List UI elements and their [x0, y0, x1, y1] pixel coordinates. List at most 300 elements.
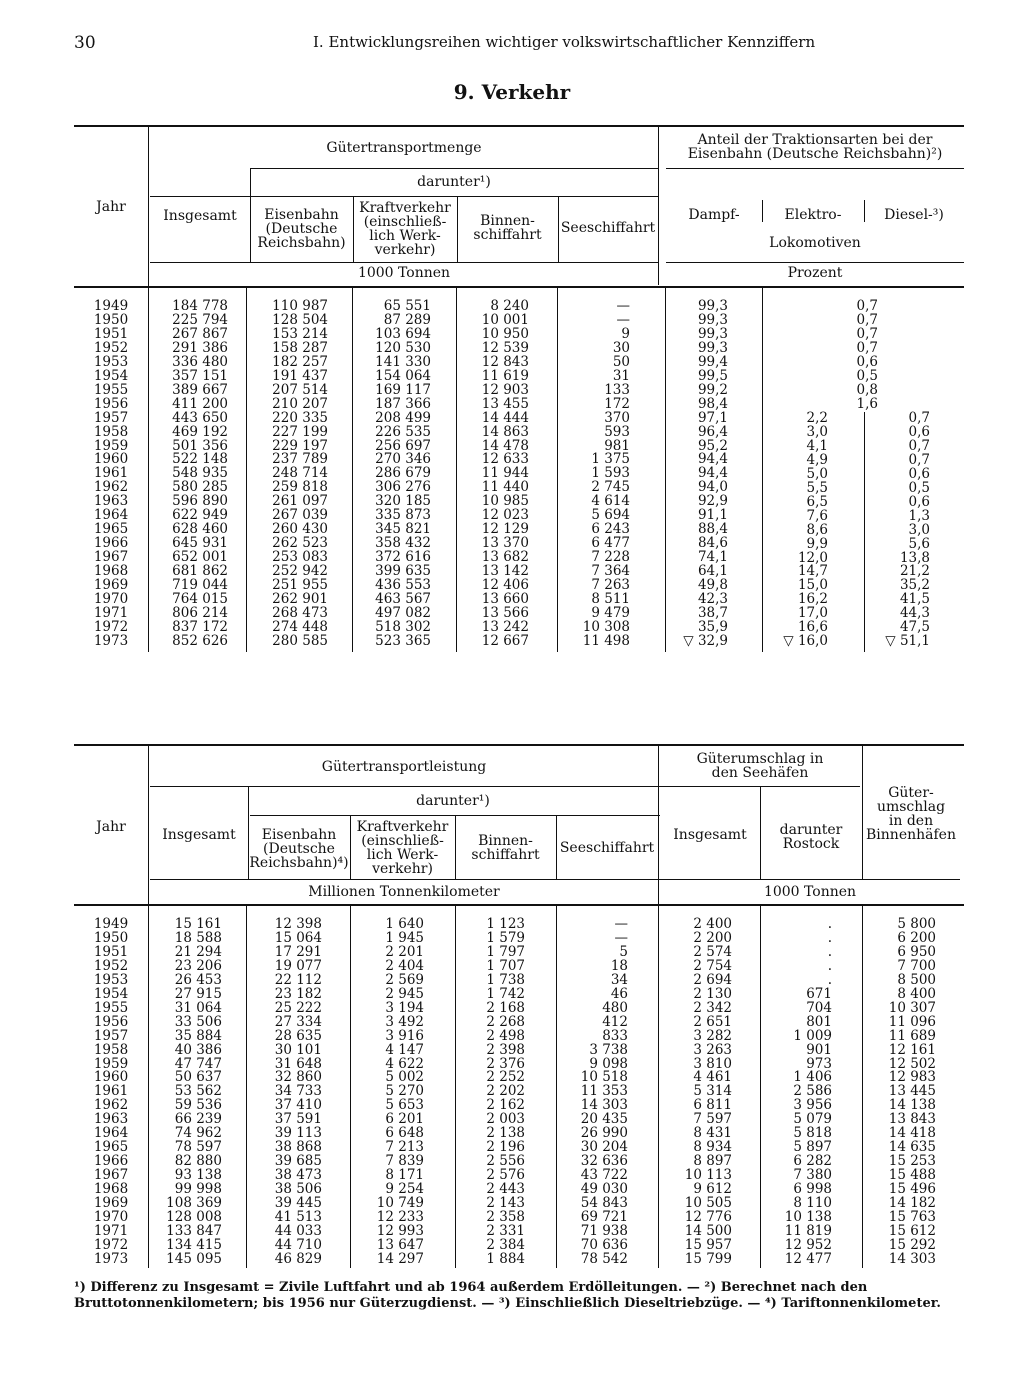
table-cell: 1 945 [385, 929, 424, 946]
table-cell: 1973 [93, 1250, 129, 1267]
table-cell: 0,7 [856, 339, 878, 356]
table2-head-rostock: darunter Rostock [779, 822, 843, 852]
table-cell: 268 473 [272, 604, 328, 621]
table-cell: 1 375 [591, 451, 630, 468]
table-cell: 37 410 [274, 1097, 322, 1114]
table-cell: 41 513 [274, 1209, 322, 1226]
table-cell: 13 566 [481, 604, 529, 621]
table2-head-binnenhaefen: Güter- umschlag in den Binnenhäfen [866, 785, 956, 843]
table-cell: 1950 [93, 929, 129, 946]
table2-head-unit-left: Millionen Tonnenkilometer [308, 884, 500, 900]
table-cell: 548 935 [172, 465, 228, 482]
table-cell: 78 542 [580, 1250, 628, 1267]
table-cell: 38,7 [697, 604, 728, 621]
table-cell: 1961 [93, 465, 129, 482]
table-cell: 88,4 [697, 521, 728, 538]
table-cell: 47,5 [899, 619, 930, 636]
table-cell: 16,2 [797, 591, 828, 608]
table-cell: 622 949 [172, 507, 228, 524]
table-cell: 12 406 [481, 577, 529, 594]
table-cell: 39 445 [274, 1195, 322, 1212]
table-cell: 10 749 [376, 1195, 424, 1212]
table-cell: 389 667 [172, 381, 228, 398]
table-cell: 12 667 [481, 632, 529, 649]
table-cell: 1966 [93, 1153, 129, 1170]
table1-head-eisenbahn: Eisenbahn (Deutsche Reichsbahn) [257, 207, 346, 251]
table-cell: 1971 [93, 1222, 129, 1239]
table-cell: 13 647 [376, 1236, 424, 1253]
table-cell: 220 335 [272, 409, 328, 426]
table-cell: 2 130 [693, 985, 732, 1002]
table-cell: 54 843 [580, 1195, 628, 1212]
table-cell: 13 843 [888, 1111, 936, 1128]
table2-head-umschlag-insgesamt: Insgesamt [673, 827, 747, 843]
table-cell: 3 263 [693, 1041, 732, 1058]
table-cell: 628 460 [172, 521, 228, 538]
table-cell: 0,7 [856, 325, 878, 342]
table-cell: 11 944 [481, 465, 529, 482]
table-cell: 14 500 [684, 1222, 732, 1239]
table2-head-unit-right: 1000 Tonnen [763, 884, 857, 900]
table-cell: 8 511 [591, 591, 630, 608]
table-cell: 23 182 [274, 985, 322, 1002]
table-cell: 262 523 [272, 535, 328, 552]
table-cell: 259 818 [272, 479, 328, 496]
table-cell: 82 880 [174, 1153, 222, 1170]
table-cell: 1 593 [591, 465, 630, 482]
section-title: 9. Verkehr [453, 80, 571, 104]
table-cell: 1,6 [856, 395, 878, 412]
table2-head-eisenbahn: Eisenbahn (Deutsche Reichsbahn)⁴) [249, 827, 349, 871]
table-cell: 30 101 [274, 1041, 322, 1058]
table-cell: 411 200 [172, 395, 228, 412]
table-cell: 8 431 [693, 1125, 732, 1142]
table-cell: 8 240 [490, 298, 529, 314]
table-cell: 10 985 [481, 493, 529, 510]
table-cell: 2 376 [486, 1055, 525, 1072]
table-cell: 3,0 [908, 521, 930, 538]
table-cell: 306 276 [375, 479, 431, 496]
table2-col-see [556, 918, 628, 1267]
table1-head-kraftverkehr: Kraftverkehr (einschließ- lich Werk- verkehr) [359, 200, 451, 258]
table-cell: 38 473 [274, 1167, 322, 1184]
table1-rule-unit-right [666, 262, 964, 263]
table2-col-eisenbahn [248, 918, 322, 1267]
table-cell: 0,6 [856, 353, 878, 370]
table-cell: 358 432 [375, 535, 431, 552]
table-cell: 9,9 [806, 535, 828, 552]
table-cell: 469 192 [172, 423, 228, 440]
table-cell: 1950 [93, 311, 129, 328]
table-cell: 1953 [93, 353, 129, 370]
table-cell: 4 614 [591, 493, 630, 510]
table-cell: 12 398 [274, 916, 322, 932]
table2-head-kraftverkehr: Kraftverkehr (einschließ- lich Werk- verkehr) [356, 819, 449, 877]
table-cell: 44 033 [274, 1222, 322, 1239]
table-cell: 50 637 [174, 1069, 222, 1086]
table-cell: 12 843 [481, 353, 529, 370]
table-cell: 11 819 [784, 1222, 832, 1239]
table-cell: — [614, 929, 628, 946]
table2-head-jahr: Jahr [96, 819, 126, 835]
table-cell: 12 161 [888, 1041, 936, 1058]
table-cell: 13 455 [481, 395, 529, 412]
table1-head-elektro: Elektro- [784, 207, 842, 223]
table-cell: 10 308 [582, 618, 630, 635]
table-cell: 6 282 [793, 1153, 832, 1170]
table-cell: 806 214 [172, 604, 228, 621]
table-cell: 98,4 [697, 395, 728, 412]
table-cell: 12 952 [784, 1236, 832, 1253]
table-cell: 1956 [93, 1013, 129, 1030]
table-cell: 1970 [93, 591, 129, 608]
table-cell: 6 811 [693, 1097, 732, 1114]
table-cell: 40 386 [174, 1041, 222, 1058]
table-cell: ▽ 51,1 [885, 633, 930, 650]
table-cell: 53 562 [174, 1083, 222, 1100]
table-cell: 96,4 [697, 423, 728, 440]
table-cell: 1951 [93, 943, 129, 960]
table-cell: 274 448 [272, 618, 328, 635]
table-cell: 2,2 [806, 410, 828, 426]
table1-head-insgesamt: Insgesamt [163, 208, 237, 224]
table-cell: 2 162 [486, 1097, 525, 1114]
table-cell: 14 303 [580, 1097, 628, 1114]
table-cell: 523 365 [375, 632, 431, 649]
table-cell: 5 002 [385, 1069, 424, 1086]
table-cell: 153 214 [272, 325, 328, 342]
table-cell: 1 406 [793, 1069, 832, 1086]
table-cell: 133 [604, 381, 630, 398]
table-cell: . [827, 929, 832, 946]
table-cell: 286 679 [375, 465, 431, 482]
table-cell: 225 794 [172, 311, 228, 328]
table-cell: 1960 [93, 1069, 129, 1086]
table-cell: 261 097 [272, 493, 328, 510]
table-cell: 33 506 [174, 1013, 222, 1030]
table-cell: 93 138 [174, 1167, 222, 1184]
table-cell: 12 903 [481, 381, 529, 398]
table-cell: 21 294 [174, 943, 222, 960]
table-cell: 463 567 [375, 591, 431, 608]
table-cell: 267 867 [172, 325, 228, 342]
table-cell: 2 168 [486, 999, 525, 1016]
table-cell: 229 197 [272, 437, 328, 454]
table-cell: 128 504 [272, 311, 328, 328]
table-cell: 2 143 [486, 1195, 525, 1212]
table-cell: 1969 [93, 577, 129, 594]
table-cell: 357 151 [172, 367, 228, 384]
table2-rule-unit [150, 879, 960, 880]
table-cell: 133 847 [166, 1222, 222, 1239]
table-cell: 256 697 [375, 437, 431, 454]
table2-head-umschlag: Güterumschlag in den Seehäfen [696, 751, 824, 781]
table1-col-dampf [666, 300, 728, 649]
table-cell: 1 884 [486, 1250, 525, 1267]
table-cell: 1965 [93, 1139, 129, 1156]
table-cell: 522 148 [172, 451, 228, 468]
table-cell: 480 [602, 999, 628, 1016]
table-cell: 2 586 [793, 1083, 832, 1100]
table-cell: 15 799 [684, 1250, 732, 1267]
table1-head-darunter: darunter¹) [417, 174, 491, 190]
table-cell: 9 254 [385, 1181, 424, 1198]
table2-col-insgesamt [150, 918, 222, 1267]
table1-head-diesel: Diesel-³) [884, 207, 944, 223]
table-cell: 2 945 [385, 985, 424, 1002]
table-cell: 652 001 [172, 549, 228, 566]
table2-vrule [658, 744, 659, 904]
table-cell: 110 987 [272, 298, 328, 314]
table-cell: 291 386 [172, 339, 228, 356]
table-cell: 15 488 [888, 1167, 936, 1184]
table-cell: 35,9 [697, 618, 728, 635]
table-cell: 99,5 [697, 367, 728, 384]
table-cell: 1967 [93, 1167, 129, 1184]
table1-rule-darunter [250, 168, 658, 169]
table-cell: 99,2 [697, 381, 728, 398]
table-cell: 345 821 [375, 521, 431, 538]
table-cell: 1952 [93, 339, 129, 356]
table-cell: 1961 [93, 1083, 129, 1100]
table-cell: 15 064 [274, 929, 322, 946]
table1-col-see [558, 300, 630, 649]
table-cell: 94,0 [697, 479, 728, 496]
table-cell: 227 199 [272, 423, 328, 440]
table-cell: 270 346 [375, 451, 431, 468]
table-cell: 14 297 [376, 1250, 424, 1267]
table-cell: 645 931 [172, 535, 228, 552]
table-cell: 108 369 [166, 1195, 222, 1212]
table-cell: 32 860 [274, 1069, 322, 1086]
table-cell: 18 [610, 957, 628, 974]
table-cell: 99,4 [697, 353, 728, 370]
table-cell: 97,1 [697, 409, 728, 426]
table-cell: 0,7 [908, 410, 930, 426]
table-cell: 1959 [93, 1055, 129, 1072]
table-cell: 30 [612, 339, 630, 356]
table-cell: 833 [602, 1027, 628, 1044]
table-cell: 49 030 [580, 1181, 628, 1198]
table-cell: 248 714 [272, 465, 328, 482]
table-cell: 207 514 [272, 381, 328, 398]
table-cell: 6 200 [897, 929, 936, 946]
table-cell: 99,3 [697, 311, 728, 328]
table1-col-jahr [74, 300, 148, 649]
table-cell: 0,6 [908, 493, 930, 510]
table-cell: 6,5 [806, 493, 828, 510]
table-cell: 14 182 [888, 1195, 936, 1212]
table-cell: 8 400 [897, 985, 936, 1002]
table-cell: 39 685 [274, 1153, 322, 1170]
table-cell: 12 993 [376, 1222, 424, 1239]
table-cell: 99 998 [174, 1181, 222, 1198]
table-cell: 0,8 [856, 381, 878, 398]
table-cell: 0,7 [908, 437, 930, 454]
table-cell: 1968 [93, 1181, 129, 1198]
table-cell: 1972 [93, 618, 129, 635]
table-cell: 10 950 [481, 325, 529, 342]
table-cell: 2 252 [486, 1069, 525, 1086]
table-cell: 2 138 [486, 1125, 525, 1142]
table-cell: 1 123 [486, 916, 525, 932]
table-cell: 69 721 [580, 1209, 628, 1226]
table-cell: 443 650 [172, 409, 228, 426]
table1-vrule [658, 125, 659, 285]
table1-rule-unit [150, 262, 658, 263]
table-cell: 5 818 [793, 1125, 832, 1142]
table-cell: 14 303 [888, 1250, 936, 1267]
table-cell: 681 862 [172, 563, 228, 580]
table-cell: 3 194 [385, 999, 424, 1016]
table-cell: 251 955 [272, 577, 328, 594]
table-cell: 10 001 [481, 311, 529, 328]
table-cell: 14 478 [481, 437, 529, 454]
table-cell: 44,3 [899, 605, 930, 622]
table-cell: 852 626 [172, 632, 228, 649]
table2-head-insgesamt: Insgesamt [162, 827, 236, 843]
table-cell: 11 689 [888, 1027, 936, 1044]
table-cell: 41,5 [899, 591, 930, 608]
table-cell: 12 983 [888, 1069, 936, 1086]
table-cell: 1949 [93, 916, 129, 932]
table-cell: 7 380 [793, 1167, 832, 1184]
table-cell: 18 588 [174, 929, 222, 946]
table2-col-jahr [74, 918, 148, 1267]
table-cell: 12,0 [797, 549, 828, 566]
table-cell: 7 839 [385, 1153, 424, 1170]
table-cell: 9 [621, 325, 630, 342]
table-cell: 15 253 [888, 1153, 936, 1170]
table-cell: 6 950 [897, 943, 936, 960]
table-cell: 32 636 [580, 1153, 628, 1170]
table-cell: 11 498 [582, 632, 630, 649]
table-cell: 1967 [93, 549, 129, 566]
table1-head-see: Seeschiffahrt [560, 220, 656, 236]
table-cell: 6 648 [385, 1125, 424, 1142]
table1-col-kraftverkehr [353, 300, 431, 649]
table2-vrule [658, 906, 659, 1268]
table-cell: 27 334 [274, 1013, 322, 1030]
table1-head-group: Gütertransportmenge [326, 140, 482, 156]
table-cell: 26 453 [174, 971, 222, 988]
table-cell: 1963 [93, 1111, 129, 1128]
table-cell: 1957 [93, 409, 129, 426]
table-cell: 0,7 [856, 311, 878, 328]
table-cell: 253 083 [272, 549, 328, 566]
table2-head-binnen: Binnen- schiffahrt [471, 833, 540, 863]
table1-head-bottom-rule [74, 286, 964, 288]
table-cell: 12 233 [376, 1209, 424, 1226]
table-cell: 1970 [93, 1209, 129, 1226]
table-cell: 1952 [93, 957, 129, 974]
table-cell: 1955 [93, 999, 129, 1016]
table1-col-elektro-combined [762, 300, 878, 412]
table-cell: 4,9 [806, 451, 828, 468]
table-cell: 13 370 [481, 535, 529, 552]
table-cell: 23 206 [174, 957, 222, 974]
table-cell: 187 366 [375, 395, 431, 412]
table-cell: 30 204 [580, 1139, 628, 1156]
table-cell: 237 789 [272, 451, 328, 468]
table-cell: 13 660 [481, 591, 529, 608]
table-cell: 2 342 [693, 999, 732, 1016]
table-cell: 2 651 [693, 1013, 732, 1030]
table-cell: 3 738 [589, 1041, 628, 1058]
table-cell: 120 530 [375, 339, 431, 356]
table-cell: 1964 [93, 1125, 129, 1142]
table-cell: — [614, 916, 628, 932]
table-cell: 14 418 [888, 1125, 936, 1142]
table-cell: 3 916 [385, 1027, 424, 1044]
table-cell: 14,7 [797, 563, 828, 580]
table-cell: 20 435 [580, 1111, 628, 1128]
table-cell: 7 263 [591, 577, 630, 594]
table-cell: 1973 [93, 632, 129, 649]
table-cell: 837 172 [172, 618, 228, 635]
table-cell: 13,8 [899, 549, 930, 566]
table-cell: 1958 [93, 1041, 129, 1058]
table2-col-binnen [455, 918, 525, 1267]
table-cell: — [616, 311, 630, 328]
table-cell: 50 [612, 353, 630, 370]
table1-head-jahr: Jahr [96, 199, 126, 215]
table-cell: 10 307 [888, 999, 936, 1016]
table-cell: 4 622 [385, 1055, 424, 1072]
table-cell: 260 430 [272, 521, 328, 538]
table-cell: 15,0 [797, 577, 828, 594]
table-cell: 35,2 [899, 577, 930, 594]
table-cell: 2 754 [693, 957, 732, 974]
table-cell: 9 612 [693, 1181, 732, 1198]
table-cell: — [616, 298, 630, 314]
table1-head-dampf: Dampf- [688, 207, 740, 223]
table-cell: 1972 [93, 1236, 129, 1253]
table-cell: 14 635 [888, 1139, 936, 1156]
table-cell: 2 384 [486, 1236, 525, 1253]
table2-head-see: Seeschiffahrt [559, 840, 655, 856]
table-cell: 99,3 [697, 298, 728, 314]
table-cell: 103 694 [375, 325, 431, 342]
table-cell: 158 287 [272, 339, 328, 356]
table2-col-binnenhaefen [862, 918, 936, 1267]
table-cell: 1 579 [486, 929, 525, 946]
table-cell: 12 776 [684, 1209, 732, 1226]
table-cell: 1 742 [486, 985, 525, 1002]
table-cell: 141 330 [375, 353, 431, 370]
table-cell: 13 682 [481, 549, 529, 566]
table-cell: 91,1 [697, 507, 728, 524]
table-cell: 764 015 [172, 591, 228, 608]
table-cell: 7 700 [897, 957, 936, 974]
table1-vrule [148, 125, 149, 652]
table-cell: 8 897 [693, 1153, 732, 1170]
table1-col-eisenbahn [250, 300, 328, 649]
table-cell: 1954 [93, 985, 129, 1002]
table-cell: 596 890 [172, 493, 228, 510]
table-cell: 1 640 [385, 916, 424, 932]
table-cell: 2 556 [486, 1153, 525, 1170]
table-cell: 13 142 [481, 563, 529, 580]
table-cell: . [827, 943, 832, 960]
table-cell: 4 147 [385, 1041, 424, 1058]
table-cell: 1949 [93, 298, 129, 314]
table-cell: 399 635 [375, 563, 431, 580]
table-cell: 2 576 [486, 1167, 525, 1184]
table-cell: 5 694 [591, 507, 630, 524]
table-cell: 593 [604, 423, 630, 440]
table-cell: 16,6 [797, 619, 828, 636]
